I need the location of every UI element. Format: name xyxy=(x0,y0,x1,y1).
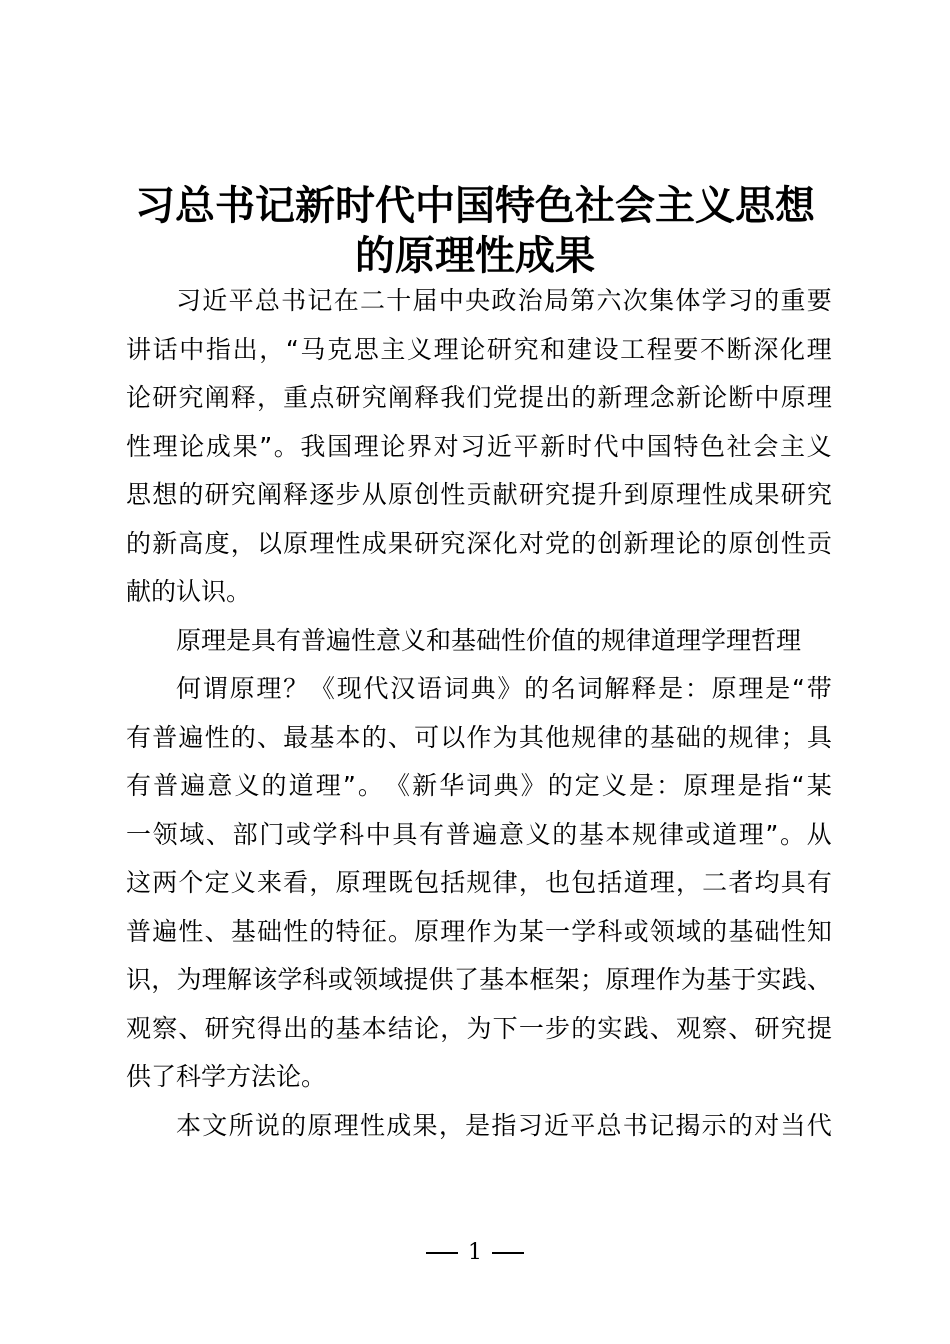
body-line: 本 文 所 说 的 原 理 性 成 果 ， 是 指 习 近 平 总 书 记 揭 示 的 对 当 代 xyxy=(176,1110,832,1140)
footer-dash-left xyxy=(426,1252,458,1254)
body-line: 讲 话 中 指 出 ， “ 马 克 思 主 义 理 论 研 究 和 建 设 工 程 要 不 断 深 化 理 xyxy=(126,334,832,364)
body-line: 有 普 遍 意 义 的 道 理 ” 。 《 新 华 词 典 》 的 定 义 是 ： 原 理 是 指 “ 某 xyxy=(126,771,832,800)
footer-dash-right xyxy=(492,1252,524,1254)
body-line: 的 新 高 度 ， 以 原 理 性 成 果 研 究 深 化 对 党 的 创 新 理 论 的 原 创 性 贡 xyxy=(126,528,832,558)
body-line: 识 ， 为 理 解 该 学 科 或 领 域 提 供 了 基 本 框 架 ； 原 理 作 为 基 于 实 践 、 xyxy=(126,965,832,994)
body-line: 性 理 论 成 果 ” 。 我 国 理 论 界 对 习 近 平 新 时 代 中 国 特 色 社 会 主 义 xyxy=(126,431,832,461)
page-number: 1 xyxy=(468,1240,482,1265)
document-title-line2: 的原理性成果 xyxy=(355,233,595,279)
body-line: 供了科学方法论。 xyxy=(126,1062,327,1091)
body-line: 献的认识。 xyxy=(126,577,252,606)
document-body xyxy=(126,277,832,1150)
body-line: 一 领 域 、 部 门 或 学 科 中 具 有 普 遍 意 义 的 基 本 规 律 或 道 理 ” 。 从 xyxy=(126,819,832,849)
body-line: 观 察 、 研 究 得 出 的 基 本 结 论 ， 为 下 一 步 的 实 践 、 观 察 、 研 究 提 xyxy=(126,1013,832,1043)
body-line: 何 谓 原 理 ？ 《 现 代 汉 语 词 典 》 的 名 词 解 释 是 ： 原 理 是 “ 带 xyxy=(176,674,832,703)
body-line: 习 近 平 总 书 记 在 二 十 届 中 央 政 治 局 第 六 次 集 体 学 习 的 重 要 xyxy=(176,286,832,315)
body-line: 思 想 的 研 究 阐 释 逐 步 从 原 创 性 贡 献 研 究 提 升 到 原 理 性 成 果 研 究 xyxy=(126,480,832,509)
page-footer xyxy=(0,1238,950,1268)
body-line: 原理是具有普遍性意义和基础性价值的规律道理学理哲理 xyxy=(176,625,802,655)
body-line: 论 研 究 阐 释 ， 重 点 研 究 阐 释 我 们 党 提 出 的 新 理 念 新 论 断 中 原 理 xyxy=(126,383,832,412)
document-title-line1: 习总书记新时代中国特色社会主义思想 xyxy=(135,183,815,229)
body-line: 普 遍 性 、 基 础 性 的 特 征 。 原 理 作 为 某 一 学 科 或 领 域 的 基 础 性 知 xyxy=(126,916,832,946)
body-line: 这 两 个 定 义 来 看 ， 原 理 既 包 括 规 律 ， 也 包 括 道 理 ， 二 者 均 具 有 xyxy=(126,868,832,897)
body-line: 有 普 遍 性 的 、 最 基 本 的 、 可 以 作 为 其 他 规 律 的 基 础 的 规 律 ； 具 xyxy=(126,722,832,752)
